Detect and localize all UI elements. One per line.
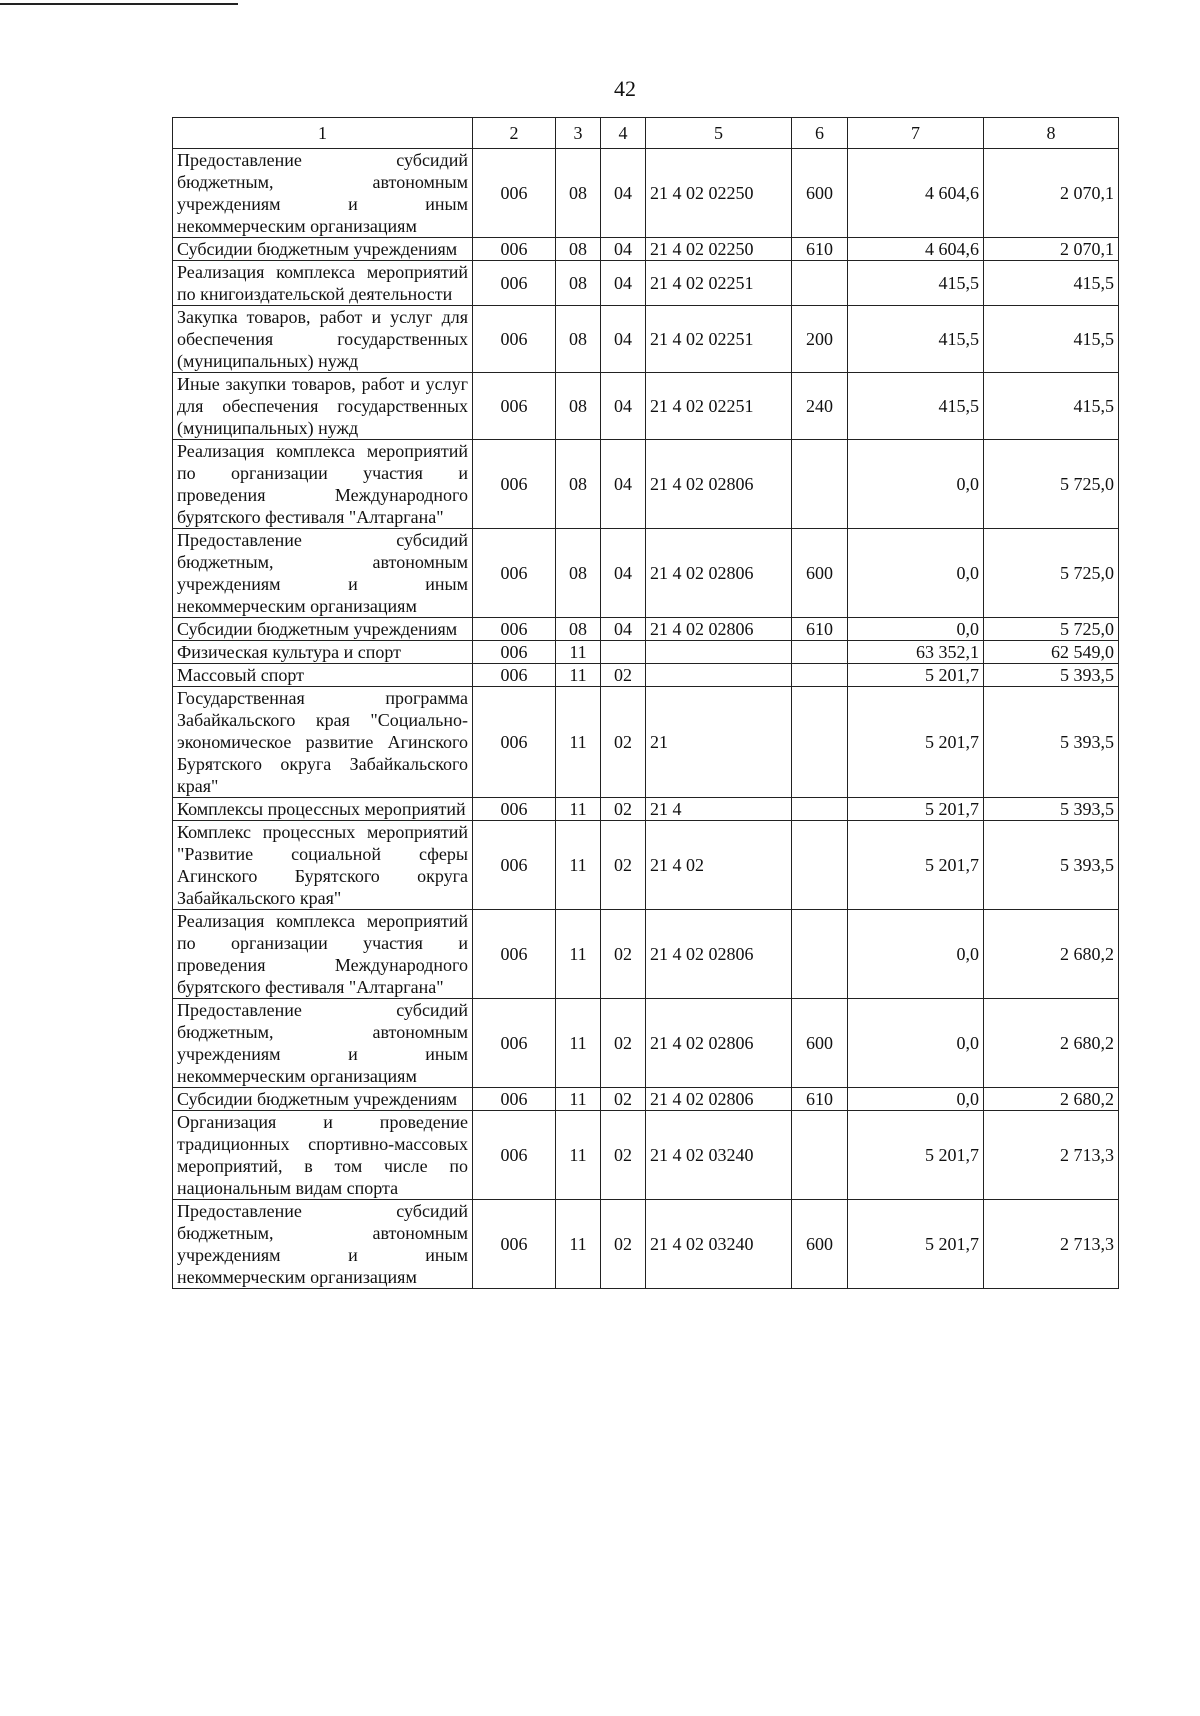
cell-amount-2: 5 725,0 [984, 618, 1119, 641]
row-name: Предоставление субсидий бюджетным, автономным учреждениям и иным некоммерческим организациям [173, 149, 473, 238]
table-row [173, 440, 1119, 529]
cell-subsection: 02 [601, 821, 646, 910]
row-name: Реализация комплекса мероприятий по организации участия и проведения Международного бурятского фестиваля "Алтаргана" [173, 910, 473, 999]
cell-target-article: 21 4 02 02251 [646, 261, 792, 306]
cell-subsection: 04 [601, 440, 646, 529]
row-name: Реализация комплекса мероприятий по книгоиздательской деятельности [173, 261, 473, 306]
table-row [173, 798, 1119, 821]
cell-amount-1: 0,0 [848, 529, 984, 618]
cell-target-article: 21 4 02 02806 [646, 440, 792, 529]
row-name: Предоставление субсидий бюджетным, автономным учреждениям и иным некоммерческим организациям [173, 529, 473, 618]
cell-section: 08 [556, 618, 601, 641]
cell-section: 11 [556, 664, 601, 687]
cell-target-article: 21 4 [646, 798, 792, 821]
cell-amount-2: 5 725,0 [984, 440, 1119, 529]
cell-amount-1: 5 201,7 [848, 1200, 984, 1289]
cell-amount-1: 0,0 [848, 910, 984, 999]
cell-amount-2: 5 725,0 [984, 529, 1119, 618]
cell-target-article [646, 641, 792, 664]
table-row [173, 641, 1119, 664]
cell-expense-type [792, 798, 848, 821]
col-header: 7 [848, 118, 984, 149]
cell-expense-type: 610 [792, 618, 848, 641]
cell-amount-2: 2 070,1 [984, 149, 1119, 238]
cell-amount-2: 2 713,3 [984, 1200, 1119, 1289]
cell-ministry: 006 [473, 373, 556, 440]
header-row [173, 118, 1119, 149]
cell-subsection: 02 [601, 664, 646, 687]
cell-ministry: 006 [473, 618, 556, 641]
cell-subsection: 04 [601, 238, 646, 261]
cell-section: 11 [556, 1088, 601, 1111]
cell-amount-1: 5 201,7 [848, 798, 984, 821]
cell-ministry: 006 [473, 910, 556, 999]
table-row [173, 149, 1119, 238]
cell-target-article: 21 4 02 03240 [646, 1111, 792, 1200]
cell-target-article [646, 664, 792, 687]
cell-subsection: 02 [601, 1111, 646, 1200]
cell-section: 11 [556, 1200, 601, 1289]
cell-subsection: 04 [601, 529, 646, 618]
cell-subsection: 02 [601, 910, 646, 999]
cell-target-article: 21 4 02 02806 [646, 529, 792, 618]
row-name: Государственная программа Забайкальского края "Социально-экономическое развитие Агинского Бурятского округа Забайкальского края" [173, 687, 473, 798]
cell-expense-type [792, 664, 848, 687]
cell-amount-2: 415,5 [984, 261, 1119, 306]
cell-target-article: 21 [646, 687, 792, 798]
cell-section: 08 [556, 440, 601, 529]
cell-subsection [601, 641, 646, 664]
cell-target-article: 21 4 02 02806 [646, 999, 792, 1088]
cell-subsection: 04 [601, 261, 646, 306]
cell-target-article: 21 4 02 [646, 821, 792, 910]
cell-subsection: 02 [601, 1088, 646, 1111]
row-name: Массовый спорт [173, 664, 473, 687]
cell-ministry: 006 [473, 999, 556, 1088]
cell-amount-2: 62 549,0 [984, 641, 1119, 664]
cell-ministry: 006 [473, 440, 556, 529]
page-number: 42 [614, 76, 636, 101]
cell-expense-type [792, 910, 848, 999]
cell-amount-1: 0,0 [848, 999, 984, 1088]
cell-subsection: 04 [601, 618, 646, 641]
cell-section: 11 [556, 910, 601, 999]
table-row [173, 1111, 1119, 1200]
table-row [173, 664, 1119, 687]
table-row [173, 687, 1119, 798]
table-row [173, 373, 1119, 440]
cell-target-article: 21 4 02 02806 [646, 618, 792, 641]
row-name: Физическая культура и спорт [173, 641, 473, 664]
table-row [173, 999, 1119, 1088]
cell-amount-2: 415,5 [984, 306, 1119, 373]
cell-section: 11 [556, 1111, 601, 1200]
row-name: Предоставление субсидий бюджетным, автономным учреждениям и иным некоммерческим организациям [173, 1200, 473, 1289]
cell-expense-type: 600 [792, 529, 848, 618]
cell-ministry: 006 [473, 1111, 556, 1200]
table-row [173, 238, 1119, 261]
table-row [173, 1200, 1119, 1289]
cell-amount-2: 2 070,1 [984, 238, 1119, 261]
cell-amount-2: 2 713,3 [984, 1111, 1119, 1200]
row-name: Закупка товаров, работ и услуг для обеспечения государственных (муниципальных) нужд [173, 306, 473, 373]
cell-ministry: 006 [473, 664, 556, 687]
cell-ministry: 006 [473, 641, 556, 664]
row-name: Субсидии бюджетным учреждениям [173, 618, 473, 641]
table-row [173, 261, 1119, 306]
cell-ministry: 006 [473, 261, 556, 306]
cell-target-article: 21 4 02 02806 [646, 1088, 792, 1111]
col-header: 2 [473, 118, 556, 149]
col-header: 5 [646, 118, 792, 149]
cell-amount-1: 415,5 [848, 261, 984, 306]
cell-expense-type: 600 [792, 1200, 848, 1289]
table-row [173, 306, 1119, 373]
cell-subsection: 02 [601, 798, 646, 821]
cell-target-article: 21 4 02 02251 [646, 373, 792, 440]
cell-ministry: 006 [473, 1088, 556, 1111]
cell-expense-type: 200 [792, 306, 848, 373]
cell-section: 11 [556, 999, 601, 1088]
cell-expense-type: 600 [792, 999, 848, 1088]
cell-section: 08 [556, 306, 601, 373]
col-header: 6 [792, 118, 848, 149]
cell-amount-1: 415,5 [848, 306, 984, 373]
cell-amount-2: 5 393,5 [984, 687, 1119, 798]
cell-subsection: 02 [601, 999, 646, 1088]
cell-amount-1: 0,0 [848, 440, 984, 529]
cell-section: 08 [556, 529, 601, 618]
row-name: Предоставление субсидий бюджетным, автономным учреждениям и иным некоммерческим организациям [173, 999, 473, 1088]
cell-amount-1: 4 604,6 [848, 238, 984, 261]
table-row [173, 1088, 1119, 1111]
col-header: 4 [601, 118, 646, 149]
row-name: Комплекс процессных мероприятий "Развитие социальной сферы Агинского Бурятского округа Забайкальского края" [173, 821, 473, 910]
cell-ministry: 006 [473, 529, 556, 618]
cell-expense-type: 600 [792, 149, 848, 238]
scan-artifact-line [0, 3, 238, 5]
cell-amount-2: 2 680,2 [984, 1088, 1119, 1111]
cell-expense-type [792, 1111, 848, 1200]
table-row [173, 618, 1119, 641]
cell-section: 08 [556, 261, 601, 306]
cell-amount-1: 4 604,6 [848, 149, 984, 238]
col-header: 1 [173, 118, 473, 149]
budget-table [172, 117, 1119, 1289]
cell-expense-type [792, 821, 848, 910]
cell-amount-2: 5 393,5 [984, 798, 1119, 821]
cell-expense-type [792, 261, 848, 306]
cell-amount-2: 415,5 [984, 373, 1119, 440]
row-name: Субсидии бюджетным учреждениям [173, 238, 473, 261]
cell-target-article: 21 4 02 02806 [646, 910, 792, 999]
cell-subsection: 04 [601, 306, 646, 373]
cell-expense-type: 240 [792, 373, 848, 440]
cell-amount-1: 5 201,7 [848, 664, 984, 687]
cell-ministry: 006 [473, 821, 556, 910]
cell-subsection: 02 [601, 687, 646, 798]
row-name: Иные закупки товаров, работ и услуг для обеспечения государственных (муниципальных) нужд [173, 373, 473, 440]
cell-expense-type [792, 641, 848, 664]
row-name: Субсидии бюджетным учреждениям [173, 1088, 473, 1111]
cell-amount-1: 5 201,7 [848, 821, 984, 910]
row-name: Комплексы процессных мероприятий [173, 798, 473, 821]
col-header: 3 [556, 118, 601, 149]
cell-amount-1: 0,0 [848, 1088, 984, 1111]
cell-section: 11 [556, 687, 601, 798]
table-body [173, 149, 1119, 1289]
cell-ministry: 006 [473, 798, 556, 821]
cell-expense-type [792, 440, 848, 529]
row-name: Организация и проведение традиционных спортивно-массовых мероприятий, в том числе по национальным видам спорта [173, 1111, 473, 1200]
cell-expense-type: 610 [792, 1088, 848, 1111]
cell-amount-2: 5 393,5 [984, 821, 1119, 910]
table-row [173, 821, 1119, 910]
cell-amount-1: 0,0 [848, 618, 984, 641]
table-row [173, 529, 1119, 618]
cell-amount-1: 63 352,1 [848, 641, 984, 664]
cell-amount-1: 415,5 [848, 373, 984, 440]
cell-amount-1: 5 201,7 [848, 687, 984, 798]
cell-expense-type [792, 687, 848, 798]
cell-target-article: 21 4 02 03240 [646, 1200, 792, 1289]
cell-section: 08 [556, 238, 601, 261]
cell-ministry: 006 [473, 687, 556, 798]
cell-ministry: 006 [473, 238, 556, 261]
row-name: Реализация комплекса мероприятий по организации участия и проведения Международного бурятского фестиваля "Алтаргана" [173, 440, 473, 529]
cell-target-article: 21 4 02 02251 [646, 306, 792, 373]
cell-subsection: 04 [601, 373, 646, 440]
cell-amount-2: 2 680,2 [984, 910, 1119, 999]
cell-section: 08 [556, 373, 601, 440]
cell-target-article: 21 4 02 02250 [646, 149, 792, 238]
cell-subsection: 02 [601, 1200, 646, 1289]
cell-amount-2: 2 680,2 [984, 999, 1119, 1088]
cell-amount-2: 5 393,5 [984, 664, 1119, 687]
col-header: 8 [984, 118, 1119, 149]
cell-section: 11 [556, 821, 601, 910]
cell-subsection: 04 [601, 149, 646, 238]
cell-expense-type: 610 [792, 238, 848, 261]
table-row [173, 910, 1119, 999]
cell-ministry: 006 [473, 1200, 556, 1289]
cell-section: 11 [556, 641, 601, 664]
cell-target-article: 21 4 02 02250 [646, 238, 792, 261]
cell-ministry: 006 [473, 306, 556, 373]
cell-section: 11 [556, 798, 601, 821]
cell-section: 08 [556, 149, 601, 238]
cell-ministry: 006 [473, 149, 556, 238]
cell-amount-1: 5 201,7 [848, 1111, 984, 1200]
